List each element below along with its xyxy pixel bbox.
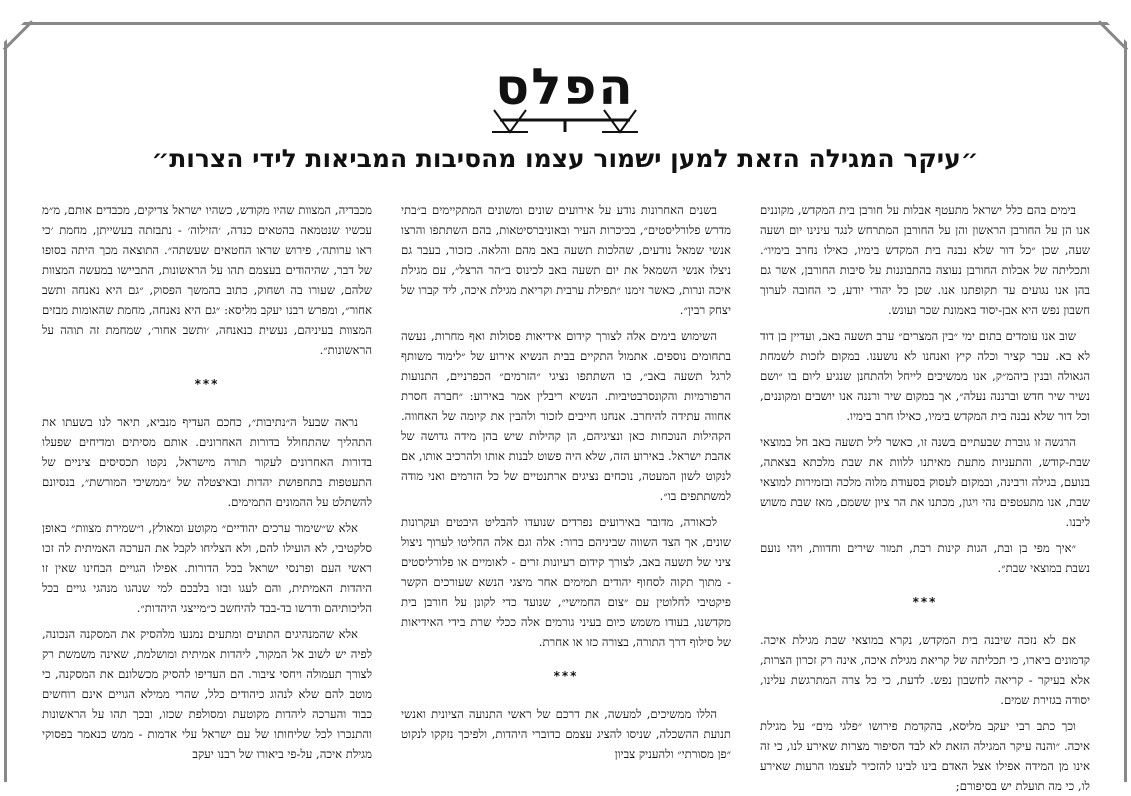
paragraph: ״איך מפי בן ובת, הגות קינות רבת, תמור שירים וחדוות, ויהי נועם נשבת במוצאי שבת״. [760, 541, 1090, 575]
paragraph: לכאורה, מדובר באירועים נפרדים שנועדו להבליט היבטים ועקרונות שונים, אך הצד השווה שביניהם ברור: אלה וגם אלה החליטו לערוך ניצול ציני של תשעה באב, לצורך קידום רעיונות זרים - לאומיים או פלורליסטים - מתוך תקוה לסחוף יהודים תמימים אחר מיצגי הנשא שעורכים הקשר פיקטיבי לחלוטין עם ״צום החמישי״, שנועד כדי לקונן על חורבן בית מקדשנו, בעודו משמש כיום בעיני גורמים אלה ככלי שרת בידי האידיאות של סילוף דרך התורה, בצורה כזו או אחרת. [401, 515, 731, 649]
paragraph: שוב אנו עומדים בתום ימי ״בין המצרים״ ערב תשעה באב, ועדיין בן דוד לא בא. עבר קציר וכלה קיץ ואנחנו לא נושענו. במקום לזכות לשמחת הגאולה ובנין ביהמ״ק, אנו ממשיכים לייחל ולהתחנן שנגיע ליום בו ״ושם נשיר שיר חדש וברננה נעלה״, אך במקום שיר ורננה אנו יושבים ומקוננים, וכל דור שלא נבנה בית המקדש בימיו, כאילו חרב בימיו. [760, 329, 1090, 423]
paragraph: הרגשה זו גוברת שבעתיים בשנה זו, כאשר ליל תשעה באב חל במוצאי שבת-קודש, והתעניות מתעת מאיתנו ללוות את שבת מלכתא בצאתה, בנועם, בגילה ורבינה, ובמקום לעסוק בסעודת מלוה מלכה ובזמירות למוצאי שבת, אנו מתעטפים נהי ויגון, מכתנו את הר ציון ששמם, מאז שבת משוש ליבנו. [760, 435, 1090, 529]
section-separator: *** [912, 595, 938, 609]
section-separator: *** [553, 669, 579, 683]
frame-corner-left [4, 22, 32, 50]
paragraph: נראה שבעל ה״נתיבות״, כחכם העדיף מנביא, תיאר לנו בשעתו את התהליך שהתחולל בדורות האחרונים. אותם מסיתים ומדיחים שפעלו בדורות האחרונים לעקור תורה מישראל, נקטו תכסיסים ציניים של התעטפות בתחפושת יהדות ובאיצטלה של ״ממשיכי המורשת״, בנסיונם להשתלט על ההמונים התמימים. [42, 415, 372, 509]
column-right [760, 200, 1090, 793]
paragraph: וכך כתב רבי יעקב מליסא, בהקדמת פירושו ״פלגי מים״ על מגילת איכה. ״והנה עיקר המגילה הזאת לא לבד הסיפור מצרות שאירע לנו, כי זה אינו מן המידה אפילו אצל האדם בינו לבינו להזכיר לעצמו הרעות שאירע לו, כי מה תועלת יש בסיפורם; [760, 719, 1090, 793]
paragraph: מכבדיה, המצוות שהיו מקודש, כשהיו ישראל צדיקים, מכבדים אותם, מ״מ עכשיו שנטמאה בהטאים כנדה, ׳הזילוה׳ - נתבזתה בעשייתן, מחמת ׳כי ראו ערותה׳, פירוש שראו החטאים שעשתה״. התוצאה מכך היתה בסופו של דבר, שהיהודים בעצמם תהו על הראשונות, התביישו במעשה המצוות שלהם, שעורו בה ושחוק, כתוב בהמשך הפסוק, ״גם היא נאנחה ותשב אחור״, ומפרש רבנו יעקב מליסא: ״גם היא נאנחה, מחמת שהאומות מבזים המצוות בעיניהם, נעשית כנאנחה, ׳ותשב אחור׳, שמחמת זה תוהה על הראשונות״. [42, 203, 372, 357]
section-separator: *** [194, 377, 220, 391]
column-middle [401, 200, 731, 770]
paragraph: בימים בהם כלל ישראל מתעטף אבלות על חורבן בית המקדש, מקוננים אנו הן על החורבן הראשון והן על החורבן המתרחש לנגד עינינו יום ושעה שעה, שכן ״כל דור שלא נבנה בית המקדש בימיו, כאילו נחרב בימיו״. ותכליתה של אבלות החורבן נעוצה בהתבוננות על סיבות החורבן, אשר גם בהן אנו נגועים עד תקופתנו אנו. שכן כל יהודי יודע, כי החובה לערוך חשבון נפש היא אבן-יסוד באמונת שכר ועונש. [760, 203, 1090, 317]
paragraph: הללו ממשיכים, למעשה, את דרכם של ראשי התנועה הציונית ואנשי תנועת ההשכלה, שניסו להציג עצמם כדוברי היהדות, ולפיכך נזקקו לנקוט ״פן מסורתי״ ולהעניק צביון [401, 707, 731, 761]
paragraph: השימוש בימים אלה לצורך קידום אידיאות פסולות ואף מחרות, נעשה בתחומים נוספים. אתמול התקיים בבית הנשיא אירוע של ״לימוד משותף לרגל תשעה באב״, בו השתתפו נציגי ״הזרמים״ הכפרניים, התנועות הרפורמיות והקונסרבטיביות. הנשיא ריבלין אמר באירוע: ״חברה חסרת אחווה עתידה להיחרב. אנחנו חייבים לזכור ולהבין את קיומה של האחווה. הקהילות הנוכחות כאן ונציגיהם, הן קהילות שיש בהן מידה גדושה של אהבת ישראל. באירוע הזה, שלא היה פשוט לבנות אותו ולהרכיב אותו, אם לנקוט לשון המעטה, נוכחים נציגים ארתנטיים של כל הזרמים ואני מודה למשתתפים בו״. [401, 329, 731, 503]
paragraph: בשנים האחרונות נודע על אירועים שונים ומשונים המתקיימים ב״בתי מדרש פלורליסטים״, בכיכרות העיר ובאוניברסיטאות, בהם השתתפו והרצו אנשי שמאל נודעים, שהלכות תשעה באב מהם והלאה. כזכור, בעבר גם ניצלו אנשי השמאל את יום תשעה באב לכינוס ב״הר הרצל״, עם מגילת איכה ונרות, כאשר זימנו ״תפילת ערבית וקריאת מגילת איכה, ליד קברו של יצחק רבין״. [401, 203, 731, 317]
masthead-logo [490, 52, 640, 142]
paragraph: אם לא נזכה שיבנה בית המקדש, נקרא במוצאי שבת מגילת איכה. קדמונים ביארו, כי תכליתה של קריאת מגילת איכה, אינה רק זכרון הצרות, אלא בעיקר - קריאה לחשבון נפש. לדעת, כי כל צרה המתרגשת עלינו, יסודה בגזירת שמים. [760, 633, 1090, 707]
column-left [42, 200, 372, 770]
article-headline: ״עיקר המגילה הזאת למען ישמור עצמו מהסיבות המביאות לידי הצרות״ [151, 144, 979, 173]
article-body [42, 200, 1090, 793]
masthead-title: הפלס [495, 58, 635, 116]
paragraph: אלא ש״שימור ערכים יהודיים״ מקוטע ומאולץ, ו״שמירת מצוות״ באופן סלקטיבי, לא הועילו להם, ולא הצליחו לקבל את הערכה האמיתית לה זכו ראשי העם ופרנסי ישראל בכל הדורות. אפילו הגויים הבחינו שאין זו היהדות האמיתית, והם לעגו ובזו בלבכם למי שנהגו מנהגי גויים בכל הליכותיהם ודרשו בד-בבד להיחשב כ״מייצגי היהדות״. [42, 521, 372, 615]
frame-corner-right [1099, 22, 1127, 50]
paragraph: אלא שהמנהיגים התועים ומתעים נמנעו מלהסיק את המסקנה הנכונה, לפיה יש לשוב אל המקור, ליהדות אמיתית ומושלמת, שאינה משמשת רק לצורך תעמולה ויחסי ציבור. הם העדיפו להסיק מכשלונם את המסקנה, כי מוטב להם שלא לנהוג כיהודים כלל, שהרי ממילא הגויים אינם רוחשים כבוד והערכה ליהדות מקוטעת ומסולפת שכזו, ובכך תהו על הראשונות והתנכרו לכל שליחותו של עם ישראל עלי אדמות - ממש כנאמר בפסוקי מגילת איכה, על-פי ביאורו של רבנו יעקב [42, 627, 372, 761]
